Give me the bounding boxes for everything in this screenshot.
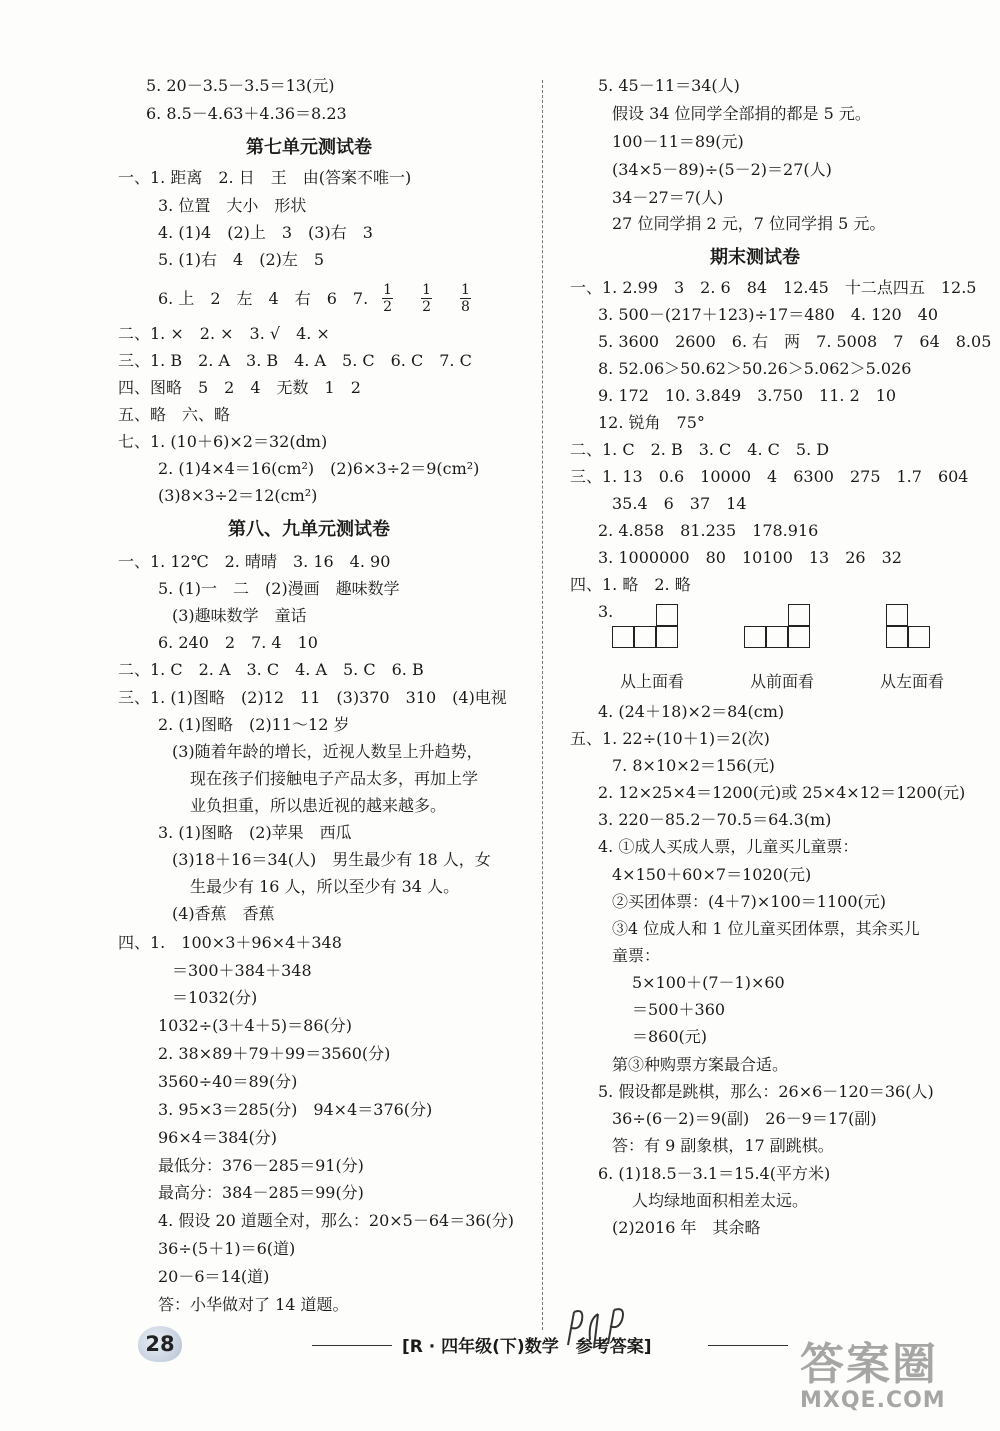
answer-line: 6. (1)18.5－3.1＝15.4(平方米) [598,1164,831,1183]
answer-line: (3)随着年龄的增长，近视人数呈上升趋势， [172,742,483,761]
view-caption: 从前面看 [750,672,815,691]
handwritten-scribble [560,1300,640,1360]
page-number: 28 [138,1326,182,1362]
answer-line: 9. 172 10. 3.849 3.750 11. 2 10 [598,386,897,405]
answer-line: 最低分：376－285＝91(分) [158,1156,364,1175]
answer-line: 2. 4.858 81.235 178.916 [598,521,819,540]
answer-line: 第③种购票方案最合适。 [612,1055,789,1074]
answer-line: 四、图略 5 2 4 无数 1 2 [118,378,361,397]
answer-line: 一、1. 12℃ 2. 晴晴 3. 16 4. 90 [118,552,391,571]
section-title-unit89: 第八、九单元测试卷 [228,519,390,540]
answer-line: 6. 240 2 7. 4 10 [158,633,318,652]
answer-line: ③4 位成人和 1 位儿童买团体票，其余买儿 [612,919,920,938]
answer-line: 三、1. 13 0.6 10000 4 6300 275 1.7 604 [570,467,969,486]
top-view-diagram [612,604,682,652]
answer-line: 96×4＝384(分) [158,1128,277,1147]
fraction: $\frac{1}{8}$ [461,282,470,315]
view-caption: 从左面看 [880,672,945,691]
answer-line: 5. 假设都是跳棋，那么：26×6－120＝36(人) [598,1082,934,1101]
answer-line: ＝300＋384＋348 [172,961,312,980]
answer-line: ＝860(元) [632,1027,708,1046]
view-caption: 从上面看 [620,672,685,691]
answer-line: 现在孩子们接触电子产品太多，再加上学 [190,769,479,788]
answer-line: 4. ①成人买成人票，儿童买儿童票： [598,837,859,856]
answer-line: (3)8×3÷2＝12(cm²) [158,486,318,505]
section-title-final: 期末测试卷 [710,247,800,268]
answer-line: 一、1. 距离 2. 日 王 由(答案不唯一) [118,168,412,187]
answer-line: 1032÷(3＋4＋5)＝86(分) [158,1016,352,1035]
site-watermark [800,1328,990,1418]
answer-line: ＝1032(分) [172,988,258,1007]
answer-line: 假设 34 位同学全部捐的都是 5 元。 [612,104,871,123]
answer-line: 三、1. B 2. A 3. B 4. A 5. C 6. C 7. C [118,351,472,370]
answer-line: 3. 95×3＝285(分) 94×4＝376(分) [158,1100,433,1119]
answer-line: 二、1. × 2. × 3. √ 4. × [118,324,330,343]
answer-line: 2. 12×25×4＝1200(元)或 25×4×12＝1200(元) [598,783,966,802]
watermark-logo-text: 答案圈 [800,1339,938,1390]
answer-line: (3)趣味数学 童话 [172,606,307,625]
footer-rule-right [708,1345,788,1346]
fraction: $\frac{1}{2}$ [422,282,432,315]
answer-line: 4. (24＋18)×2＝84(cm) [598,702,785,721]
answer-line: 6. 8.5－4.63＋4.36＝8.23 [146,104,347,123]
answer-line: 四、1. 略 2. 略 [570,575,691,594]
answer-line: 四、1. 100×3＋96×4＋348 [118,933,342,952]
answer-line: 五、略 六、略 [118,405,231,424]
answer-line: (34×5－89)÷(5－2)＝27(人) [612,160,832,179]
answer-line: 5. 45－11＝34(人) [598,76,740,95]
answer-line: 27 位同学捐 2 元，7 位同学捐 5 元。 [612,214,886,233]
fraction: $\frac{1}{2}$ [383,282,393,315]
answer-line: 生最少有 16 人，所以至少有 34 人。 [190,877,460,896]
answer-line: 3. 位置 大小 形状 [158,196,307,215]
answer-line: 4×150＋60×7＝1020(元) [612,865,812,884]
answer-line: 5×100＋(7－1)×60 [632,973,785,992]
answer-line: 34－27＝7(人) [612,188,724,207]
answer-line: 20－6＝14(道) [158,1267,270,1286]
answer-line: 七、1. (10＋6)×2＝32(dm) [118,432,328,451]
answer-line: 4. (1)4 (2)上 3 (3)右 3 [158,223,373,242]
answer-line: 3. 220－85.2－70.5＝64.3(m) [598,810,832,829]
section-title-unit7: 第七单元测试卷 [246,137,372,158]
answer-line: 业负担重，所以患近视的越来越多。 [190,796,447,815]
question-label: 3. [598,602,614,621]
watermark-url: MXQE.COM [800,1388,946,1413]
answer-line: 3. 500－(217＋123)÷17＝480 4. 120 40 [598,305,939,324]
answer-line: (2)2016 年 其余略 [612,1218,761,1237]
answer-line-fractions [158,282,485,315]
answer-line: 5. (1)右 4 (2)左 5 [158,250,325,269]
footer-rule-left [312,1345,392,1346]
left-view-diagram [886,604,934,652]
answer-line: 4. 假设 20 道题全对，那么：20×5－64＝36(分) [158,1211,515,1230]
answer-line: 5. 3600 2600 6. 右 两 7. 5008 7 64 8.05 [598,332,992,351]
answer-line: 35.4 6 37 14 [612,494,747,513]
answer-line: 36÷(6－2)＝9(副) 26－9＝17(副) [612,1109,877,1128]
answer-line: 2. (1)4×4＝16(cm²) (2)6×3÷2＝9(cm²) [158,459,480,478]
answer-line: 100－11＝89(元) [612,132,744,151]
front-view-diagram [744,604,814,652]
answer-line: ②买团体票：(4＋7)×100＝1100(元) [612,892,886,911]
footer-title: [R · 四年级(下)数学 参考答案] [402,1337,652,1357]
answer-line: 8. 52.06＞50.62＞50.26＞5.062＞5.026 [598,359,912,378]
answer-line: 7. 8×10×2＝156(元) [612,756,775,775]
answer-line: 5. (1)一 二 (2)漫画 趣味数学 [158,579,400,598]
answer-line: 答：有 9 副象棋，17 副跳棋。 [612,1136,834,1155]
answer-line: ＝500＋360 [632,1000,726,1019]
answer-line: 3. 1000000 80 10100 13 26 32 [598,548,902,567]
answer-line: 36÷(5＋1)＝6(道) [158,1239,296,1258]
answer-line: 12. 锐角 75° [598,413,705,432]
answer-line: 二、1. C 2. A 3. C 4. A 5. C 6. B [118,660,424,679]
answer-line: 2. (1)图略 (2)11～12 岁 [158,715,350,734]
answer-line: 3560÷40＝89(分) [158,1072,298,1091]
column-divider [542,80,543,1330]
answer-text: 6. 上 2 左 4 右 6 7. [158,288,369,308]
answer-line: 三、1. (1)图略 (2)12 11 (3)370 310 (4)电视 [118,688,507,707]
answer-line: 一、1. 2.99 3 2. 6 84 12.45 十二点四五 12.5 [570,278,977,297]
answer-line: (4)香蕉 香蕉 [172,904,275,923]
answer-line: 答：小华做对了 14 道题。 [158,1295,349,1314]
answer-line: 童票： [612,946,661,965]
answer-line: 5. 20－3.5－3.5＝13(元) [146,76,335,95]
answer-line: 五、1. 22÷(10＋1)＝2(次) [570,729,770,748]
answer-line: 二、1. C 2. B 3. C 4. C 5. D [570,440,830,459]
answer-line: 人均绿地面积相差太远。 [632,1191,809,1210]
answer-line: 最高分：384－285＝99(分) [158,1183,364,1202]
answer-line: (3)18＋16＝34(人) 男生最少有 18 人，女 [172,850,491,869]
answer-line: 2. 38×89＋79＋99＝3560(分) [158,1044,391,1063]
answer-line: 3. (1)图略 (2)苹果 西瓜 [158,823,352,842]
